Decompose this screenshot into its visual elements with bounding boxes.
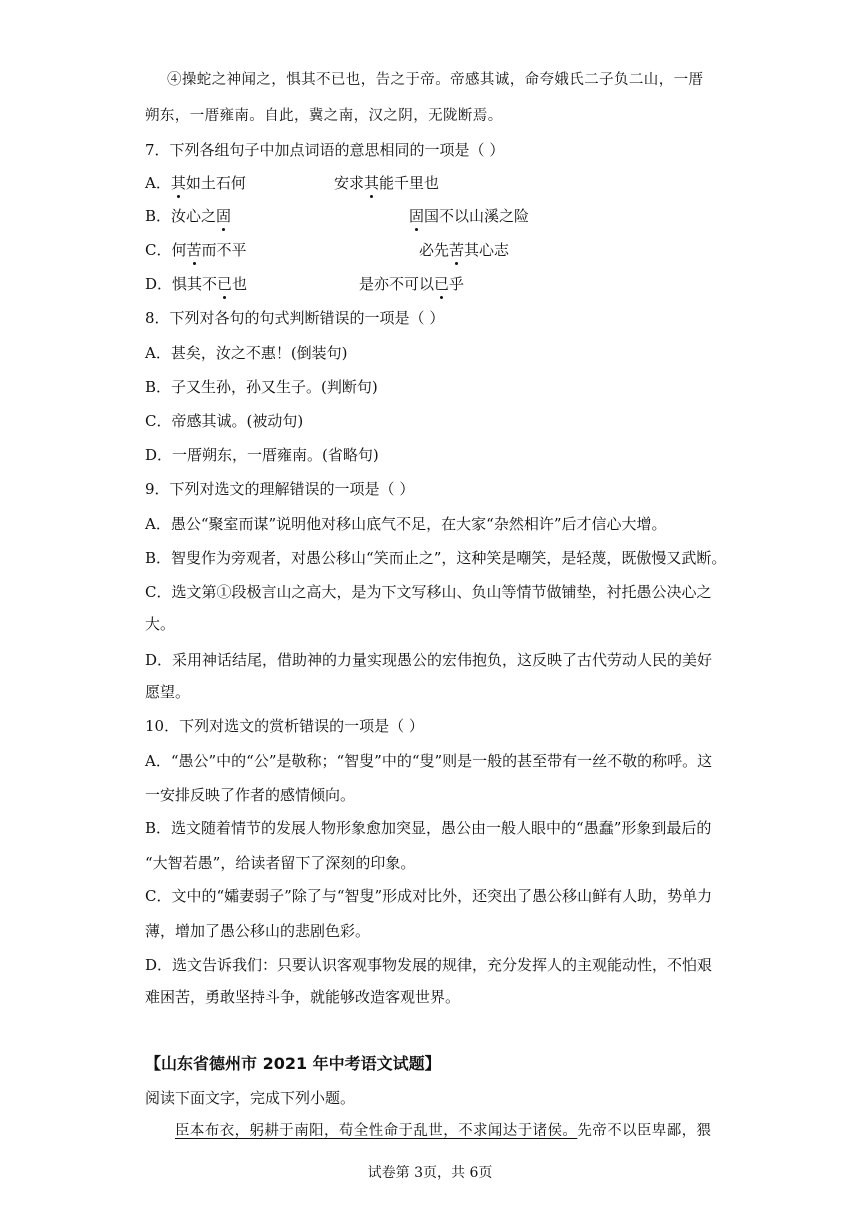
option-letter: C． [145, 241, 172, 259]
text: 何 [171, 241, 187, 259]
section-instruction: 阅读下面文字，完成下列小题。 [145, 1089, 356, 1107]
passage-line: 朔东，一厝雍南。自此，冀之南，汉之阴，无陇断焉。 [145, 108, 503, 124]
q9-line: B．智叟作为旁观者，对愚公移山“笑而止之”，这种笑是嘲笑，是轻蔑，既傲慢又武断。 [145, 549, 727, 567]
option-letter: D． [145, 275, 173, 293]
text: 国不以山溪之险 [424, 207, 530, 225]
q9-line: C．选文第①段极言山之高大，是为下文写移山、负山等情节做铺垫，衬托愚公决心之 [145, 583, 712, 601]
q9-line: A．愚公“聚室而谋”说明他对移山底气不足，在大家“杂然相许”后才信心大增。 [145, 515, 667, 533]
q10-line: 薄，增加了愚公移山的悲剧色彩。 [145, 922, 371, 940]
question-7-stem: 7．下列各组句子中加点词语的意思相同的一项是（ ） [145, 141, 505, 159]
option-letter: B． [145, 207, 172, 225]
text: 而不平 [201, 241, 247, 259]
q7-option-a-left [145, 173, 246, 193]
dotted-char: 固 [409, 207, 425, 225]
dotted-char: 苦 [186, 241, 202, 259]
q7-option-d-left [145, 274, 247, 294]
text: 乎 [449, 275, 465, 293]
q7-option-d-right [359, 274, 464, 294]
text: 也 [232, 275, 248, 293]
option-letter: A． [145, 174, 171, 192]
passage-line: ④操蛇之神闻之，惧其不已也，告之于帝。帝感其诚，命夸娥氏二子负二山，一厝 [167, 72, 704, 88]
q9-line: D．采用神话结尾，借助神的力量实现愚公的宏伟抱负，这反映了古代劳动人民的美好 [145, 651, 713, 669]
q10-line: C．文中的“孀妻弱子”除了与“智叟”形成对比外，还突出了愚公移山鲜有人助，势单力 [145, 887, 713, 905]
q10-line: 难困苦，勇敢坚持斗争，就能够改造客观世界。 [145, 988, 461, 1006]
text: 安求 [334, 174, 365, 192]
q8-option-b: B．子又生孙，孙又生子。(判断句) [145, 378, 378, 396]
q9-line: 大。 [145, 615, 176, 633]
q7-option-a-right [334, 173, 439, 193]
passage-text: 先帝不以臣卑鄙，猥 [577, 1123, 712, 1139]
q8-option-d: D．一厝朔东，一厝雍南。(省略句) [145, 446, 379, 464]
dotted-char: 固 [216, 207, 232, 225]
q10-line: “大智若愚”，给读者留下了深刻的印象。 [145, 854, 416, 872]
dotted-char: 其 [170, 174, 186, 192]
question-9-stem: 9．下列对选文的理解错误的一项是（ ） [145, 480, 415, 498]
q8-option-a: A．甚矣，汝之不惠！(倒装句) [145, 344, 348, 362]
dotted-char: 其 [364, 174, 380, 192]
page-footer: 试卷第 3页，共 6页 [367, 1165, 493, 1181]
dotted-char: 已 [434, 275, 450, 293]
q7-option-b-right [409, 206, 529, 226]
q9-line: 愿望。 [145, 683, 191, 701]
dotted-char: 已 [217, 275, 233, 293]
section-heading: 【山东省德州市 2021 年中考语文试题】 [145, 1054, 441, 1073]
text: 其心志 [464, 241, 510, 259]
question-10-stem: 10．下列对选文的赏析错误的一项是（ ） [145, 717, 424, 735]
q10-line: B．选文随着情节的发展人物形象愈加突显，愚公由一般人眼中的“愚蠢”形象到最后的 [145, 819, 712, 837]
q7-option-c-left [145, 240, 247, 260]
text: 惧其不 [172, 275, 218, 293]
q10-line: A．“愚公”中的“公”是敬称；“智叟”中的“叟”则是一般的甚至带有一丝不敬的称呼。这 [145, 752, 713, 770]
text: 能千里也 [379, 174, 440, 192]
text: 如土石何 [185, 174, 246, 192]
q10-line: D．选文告诉我们：只要认识客观事物发展的规律，充分发挥人的主观能动性，不怕艰 [145, 956, 713, 974]
text: 是亦不可以 [359, 275, 435, 293]
passage-line [175, 1121, 711, 1141]
text: 汝心之 [171, 207, 217, 225]
q10-line: 一安排反映了作者的感情倾向。 [145, 786, 356, 804]
text: 必先 [419, 241, 450, 259]
dotted-char: 苦 [449, 241, 465, 259]
question-8-stem: 8．下列对各句的句式判断错误的一项是（ ） [145, 309, 445, 327]
q8-option-c: C．帝感其诚。(被动句) [145, 412, 304, 430]
q7-option-b-left [145, 206, 231, 226]
underlined-sentence: 臣本布衣，躬耕于南阳，苟全性命于乱世，不求闻达于诸侯。 [175, 1123, 578, 1139]
q7-option-c-right [419, 240, 509, 260]
